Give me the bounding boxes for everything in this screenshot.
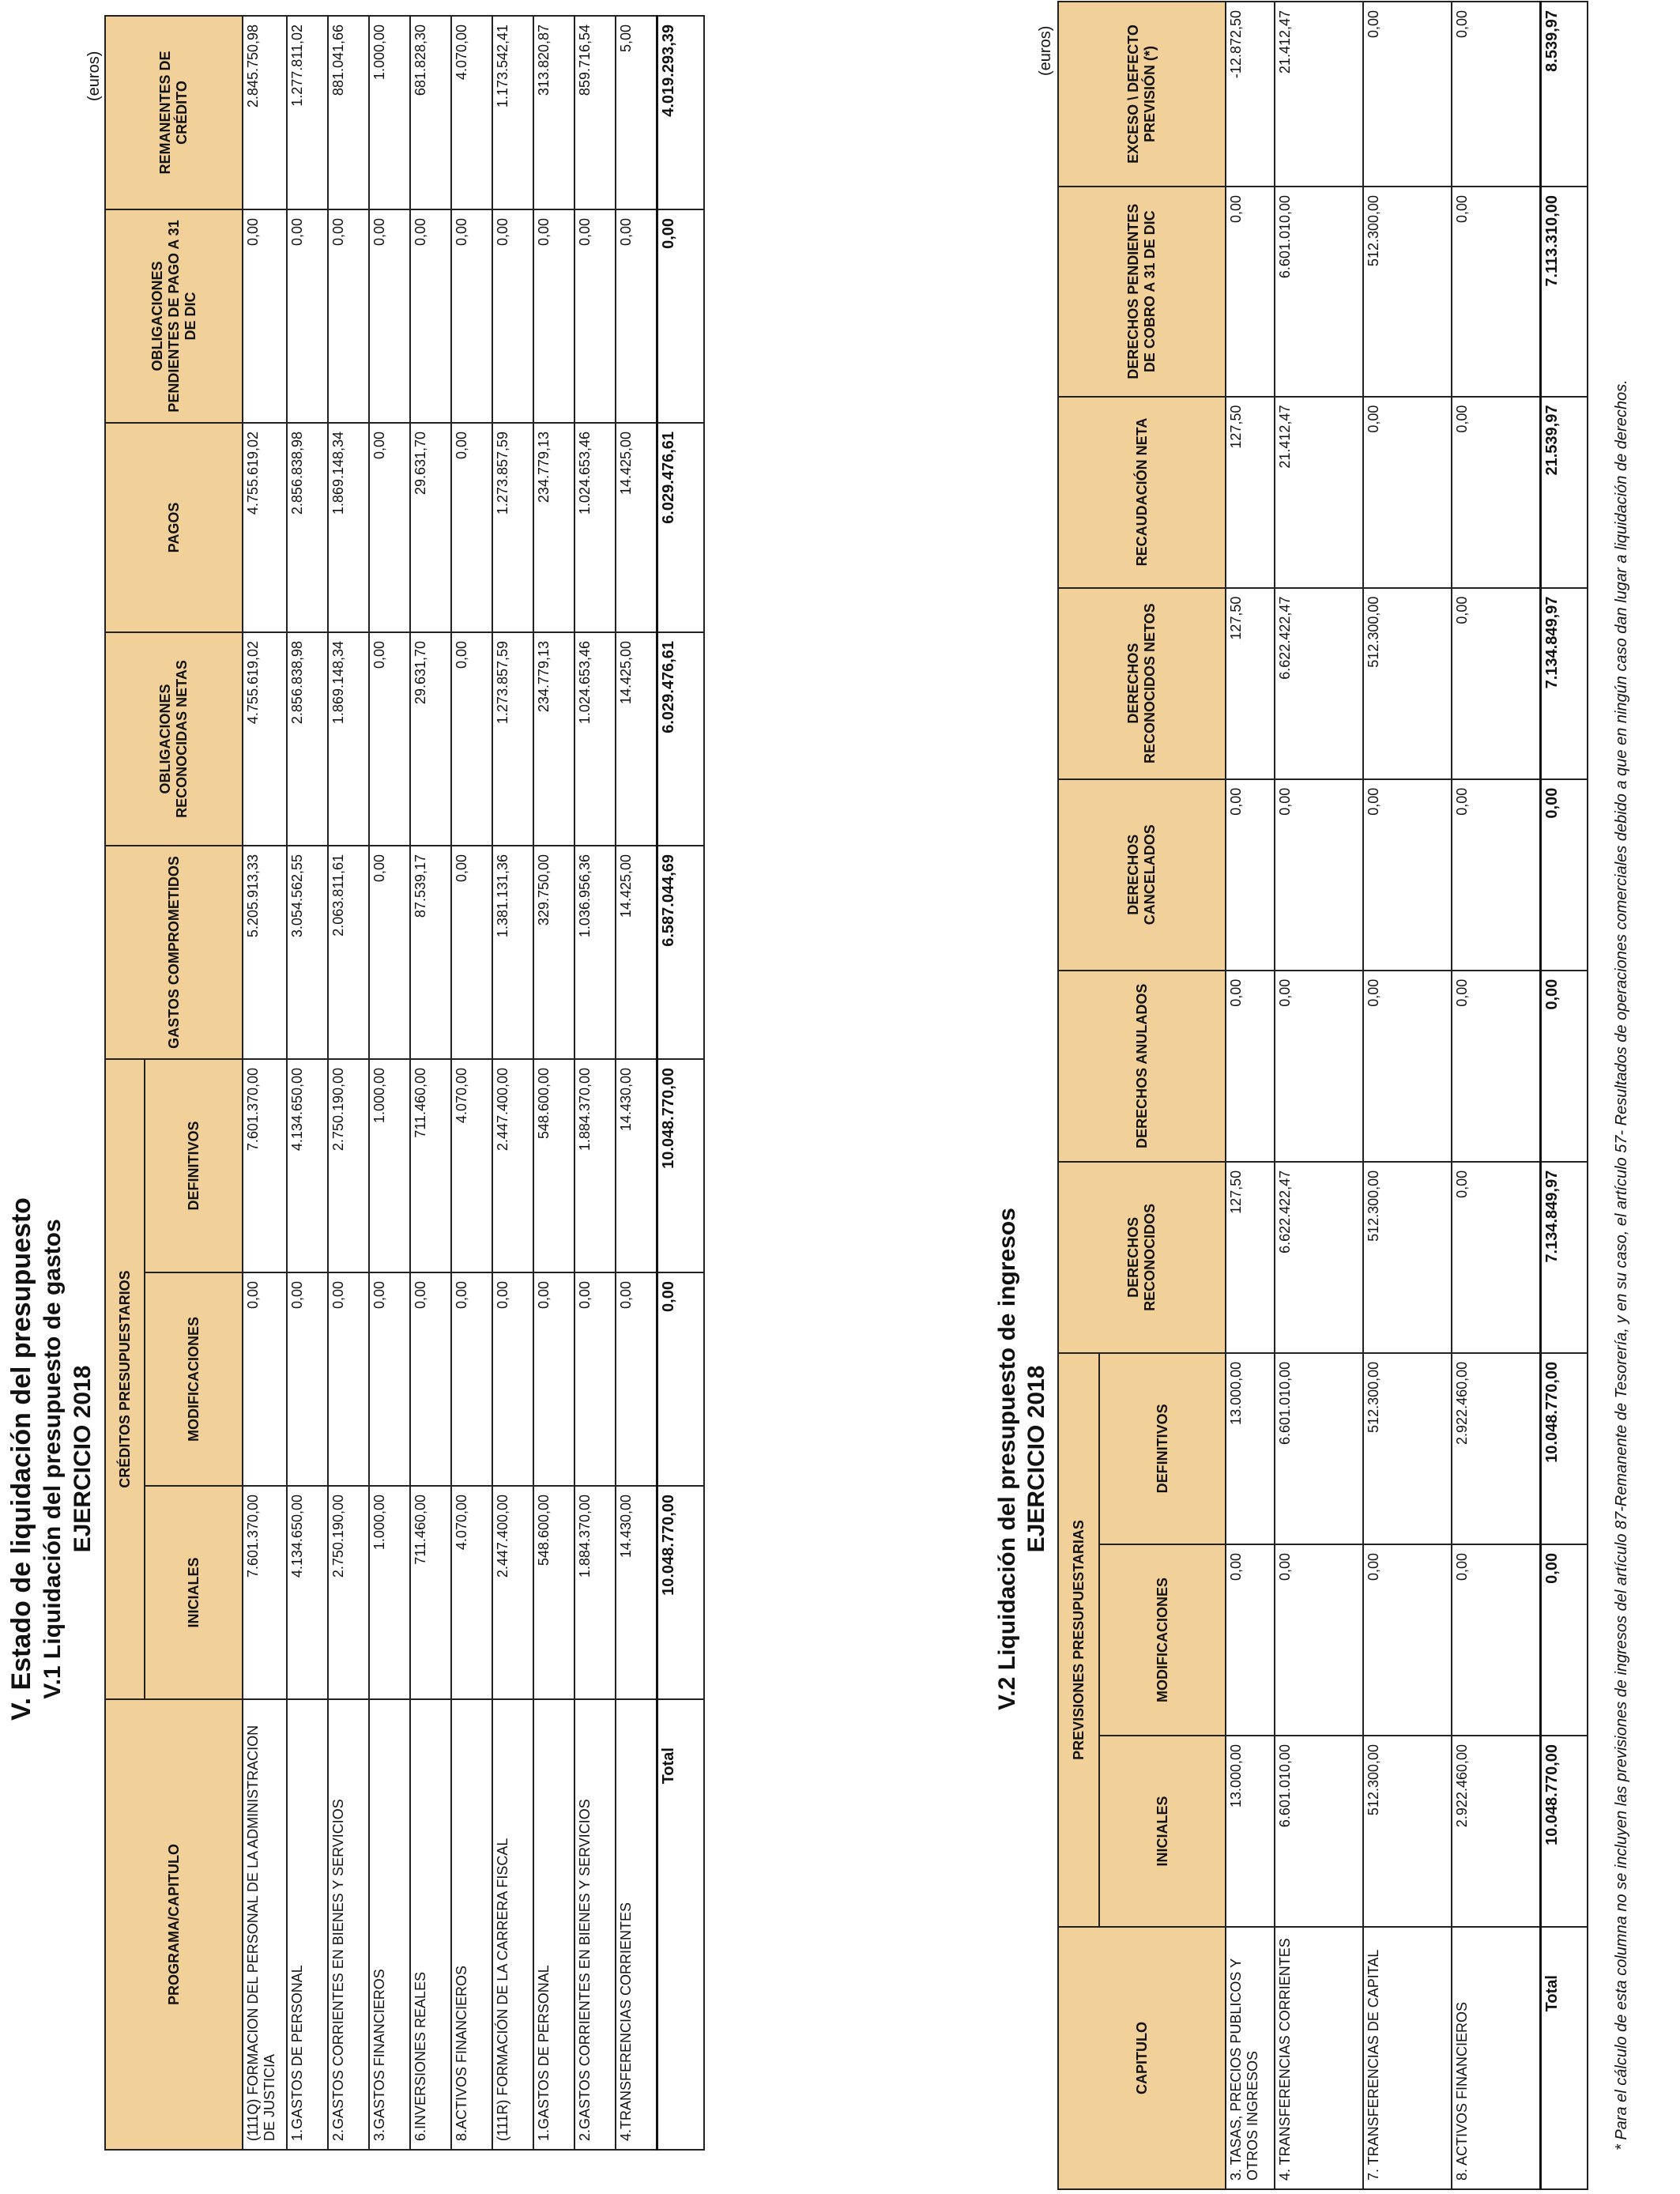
value-cell: 127,50: [1226, 397, 1275, 588]
col-header: EXCESO \ DEFECTO PREVISIÓN (*): [1058, 2, 1226, 187]
footnote: * Para el cálculo de esta columna no se incluyen las previsiones de ingresos del artículo 87-Remanente de Tesorería, y en su caso, el artículo 57- Resultados de operaciones comerciales debido a que en ningún caso dan lugar a liquidación de derechos.: [1613, 379, 1630, 2151]
value-cell: 5,00: [616, 16, 657, 209]
total-label: Total: [657, 1699, 704, 2150]
col-header: RECAUDACIÓN NETA: [1058, 397, 1226, 588]
value-cell: 0,00: [1540, 971, 1588, 1162]
value-cell: 1.173.542,41: [492, 16, 533, 209]
value-cell: 4.134.650,00: [287, 1059, 328, 1272]
value-cell: 1.277.811,02: [287, 16, 328, 209]
value-cell: 0,00: [1363, 1544, 1452, 1736]
value-cell: 0,00: [369, 423, 410, 632]
value-cell: 0,00: [369, 632, 410, 846]
value-cell: 0,00: [451, 209, 492, 423]
value-cell: 0,00: [492, 1272, 533, 1486]
value-cell: 329.750,00: [533, 846, 574, 1059]
ingresos-table: [1057, 1, 1588, 2190]
value-cell: 0,00: [1363, 779, 1452, 971]
row-label: 4. TRANSFERENCIAS CORRIENTES: [1275, 1927, 1363, 2189]
value-cell: 14.425,00: [616, 632, 657, 846]
col-header: INICIALES: [1099, 1736, 1226, 1927]
value-cell: 6.587.044,69: [657, 846, 704, 1059]
value-cell: 0,00: [451, 846, 492, 1059]
value-cell: 0,00: [243, 209, 287, 423]
col-header: DEFINITIVOS: [1099, 1353, 1226, 1544]
value-cell: 0,00: [1275, 971, 1363, 1162]
row-label: 7. TRANSFERENCIAS DE CAPITAL: [1363, 1927, 1452, 2189]
value-cell: 0,00: [451, 632, 492, 846]
table-row: [451, 16, 492, 2150]
row-label: 4.TRANSFERENCIAS CORRIENTES: [616, 1699, 657, 2150]
value-cell: 0,00: [1452, 1162, 1540, 1353]
row-label: 1.GASTOS DE PERSONAL: [287, 1699, 328, 2150]
main-title: V. Estado de liquidación del presupuesto: [6, 1197, 36, 1721]
value-cell: 1.273.857,59: [492, 423, 533, 632]
col-header: DEFINITIVOS: [145, 1059, 243, 1272]
value-cell: 0,00: [574, 209, 616, 423]
value-cell: 10.048.770,00: [657, 1059, 704, 1272]
value-cell: 0,00: [1363, 2, 1452, 187]
value-cell: 2.063.811,61: [328, 846, 369, 1059]
row-label: 3. TASAS, PRECIOS PUBLICOS Y OTROS INGRESOS: [1226, 1927, 1275, 2189]
value-cell: 0,00: [1275, 779, 1363, 971]
value-cell: 6.601.010,00: [1275, 187, 1363, 397]
col-header: DERECHOS RECONOCIDOS: [1058, 1162, 1226, 1353]
col-header: OBLIGACIONES PENDIENTES DE PAGO A 31 DE DIC: [105, 209, 243, 423]
value-cell: 859.716,54: [574, 16, 616, 209]
value-cell: 0,00: [369, 209, 410, 423]
value-cell: 0,00: [657, 1272, 704, 1486]
value-cell: 7.134.849,97: [1540, 1162, 1588, 1353]
value-cell: 313.820,87: [533, 16, 574, 209]
total-row: [657, 16, 704, 2150]
table-row: [492, 16, 533, 2150]
value-cell: 10.048.770,00: [1540, 1736, 1588, 1927]
value-cell: 0,00: [1226, 779, 1275, 971]
value-cell: 0,00: [328, 1272, 369, 1486]
value-cell: 4.755.619,02: [243, 423, 287, 632]
value-cell: 2.750.190,00: [328, 1059, 369, 1272]
col-header: PAGOS: [105, 423, 243, 632]
value-cell: 711.460,00: [410, 1059, 451, 1272]
value-cell: 0,00: [1226, 187, 1275, 397]
value-cell: 711.460,00: [410, 1486, 451, 1699]
value-cell: 4.070,00: [451, 16, 492, 209]
value-cell: 21.412,47: [1275, 2, 1363, 187]
value-cell: 13.000,00: [1226, 1736, 1275, 1927]
value-cell: 6.601.010,00: [1275, 1736, 1363, 1927]
value-cell: 7.601.370,00: [243, 1059, 287, 1272]
value-cell: 8.539,97: [1540, 2, 1588, 187]
value-cell: 7.113.310,00: [1540, 187, 1588, 397]
value-cell: 0,00: [1452, 1544, 1540, 1736]
value-cell: 87.539,17: [410, 846, 451, 1059]
value-cell: 512.300,00: [1363, 1736, 1452, 1927]
value-cell: 4.070,00: [451, 1059, 492, 1272]
col-header: GASTOS COMPROMETIDOS: [105, 846, 243, 1059]
value-cell: 512.300,00: [1363, 1162, 1452, 1353]
gastos-table: [104, 15, 705, 2151]
col-header: DERECHOS ANULADOS: [1058, 971, 1226, 1162]
value-cell: 0,00: [328, 209, 369, 423]
col-header: MODIFICACIONES: [1099, 1544, 1226, 1736]
table-row: [369, 16, 410, 2150]
value-cell: 7.601.370,00: [243, 1486, 287, 1699]
row-label: 1.GASTOS DE PERSONAL: [533, 1699, 574, 2150]
table-row: [1275, 2, 1363, 2189]
v1-title: V.1 Liquidación del presupuesto de gastos: [40, 1219, 66, 1699]
value-cell: 1.869.148,34: [328, 423, 369, 632]
value-cell: 5.205.913,33: [243, 846, 287, 1059]
total-label: Total: [1540, 1927, 1588, 2189]
row-label: 2.GASTOS CORRIENTES EN BIENES Y SERVICIOS: [574, 1699, 616, 2150]
v2-year: EJERCICIO 2018: [1023, 1365, 1049, 1553]
value-cell: 0,00: [616, 1272, 657, 1486]
value-cell: 548.600,00: [533, 1486, 574, 1699]
value-cell: 0,00: [1275, 1544, 1363, 1736]
table-row: [616, 16, 657, 2150]
value-cell: 0,00: [1363, 971, 1452, 1162]
value-cell: 6.029.476,61: [657, 423, 704, 632]
table-row: [1226, 2, 1275, 2189]
value-cell: 2.856.838,98: [287, 423, 328, 632]
value-cell: 0,00: [1363, 397, 1452, 588]
table-row: [1452, 2, 1540, 2189]
value-cell: 1.381.131,36: [492, 846, 533, 1059]
value-cell: 14.430,00: [616, 1059, 657, 1272]
row-label: 3.GASTOS FINANCIEROS: [369, 1699, 410, 2150]
col-header: DERECHOS CANCELADOS: [1058, 779, 1226, 971]
value-cell: 127,50: [1226, 1162, 1275, 1353]
row-label: (111Q) FORMACION DEL PERSONAL DE LA ADMINISTRACION DE JUSTICIA: [243, 1699, 287, 2150]
group-header: PREVISIONES PRESUPUESTARIAS: [1058, 1353, 1099, 1927]
value-cell: 4.134.650,00: [287, 1486, 328, 1699]
row-label: 8. ACTIVOS FINANCIEROS: [1452, 1927, 1540, 2189]
value-cell: 0,00: [1226, 1544, 1275, 1736]
value-cell: 512.300,00: [1363, 1353, 1452, 1544]
value-cell: 0,00: [657, 209, 704, 423]
value-cell: 1.036.956,36: [574, 846, 616, 1059]
col-header: DERECHOS RECONOCIDOS NETOS: [1058, 588, 1226, 779]
value-cell: 0,00: [616, 209, 657, 423]
value-cell: 2.845.750,98: [243, 16, 287, 209]
col-header: DERECHOS PENDIENTES DE COBRO A 31 DE DIC: [1058, 187, 1226, 397]
value-cell: 0,00: [533, 1272, 574, 1486]
table-row: [533, 16, 574, 2150]
value-cell: 7.134.849,97: [1540, 588, 1588, 779]
table-row: [1363, 2, 1452, 2189]
value-cell: 0,00: [1452, 971, 1540, 1162]
value-cell: 4.070,00: [451, 1486, 492, 1699]
value-cell: 0,00: [1452, 397, 1540, 588]
value-cell: 13.000,00: [1226, 1353, 1275, 1544]
value-cell: 4.755.619,02: [243, 632, 287, 846]
value-cell: 1.273.857,59: [492, 632, 533, 846]
value-cell: 21.412,47: [1275, 397, 1363, 588]
value-cell: 10.048.770,00: [1540, 1353, 1588, 1544]
group-header: CRÉDITOS PRESUPUESTARIOS: [105, 1059, 145, 1699]
value-cell: 1.000,00: [369, 1059, 410, 1272]
value-cell: 21.539,97: [1540, 397, 1588, 588]
value-cell: 2.922.460,00: [1452, 1353, 1540, 1544]
value-cell: 1.024.653,46: [574, 632, 616, 846]
row-label: 8.ACTIVOS FINANCIEROS: [451, 1699, 492, 2150]
value-cell: 234.779,13: [533, 423, 574, 632]
value-cell: 2.750.190,00: [328, 1486, 369, 1699]
row-label: 2.GASTOS CORRIENTES EN BIENES Y SERVICIOS: [328, 1699, 369, 2150]
value-cell: 512.300,00: [1363, 187, 1452, 397]
value-cell: 2.922.460,00: [1452, 1736, 1540, 1927]
value-cell: 14.425,00: [616, 846, 657, 1059]
v1-year: EJERCICIO 2018: [70, 1365, 96, 1553]
value-cell: 2.447.400,00: [492, 1486, 533, 1699]
value-cell: 2.447.400,00: [492, 1059, 533, 1272]
value-cell: 29.631,70: [410, 423, 451, 632]
col-header: OBLIGACIONES RECONOCIDAS NETAS: [105, 632, 243, 846]
value-cell: 0,00: [410, 1272, 451, 1486]
table-row: [410, 16, 451, 2150]
col-header: PROGRAMA/CAPITULO: [105, 1699, 243, 2150]
value-cell: 0,00: [1540, 779, 1588, 971]
table-row: [287, 16, 328, 2150]
value-cell: 14.430,00: [616, 1486, 657, 1699]
value-cell: 0,00: [410, 209, 451, 423]
value-cell: 1.884.370,00: [574, 1486, 616, 1699]
col-header: REMANENTES DE CRÉDITO: [105, 16, 243, 209]
value-cell: 0,00: [1226, 971, 1275, 1162]
col-header: INICIALES: [145, 1486, 243, 1699]
value-cell: 0,00: [243, 1272, 287, 1486]
value-cell: 2.856.838,98: [287, 632, 328, 846]
value-cell: 0,00: [492, 209, 533, 423]
value-cell: 0,00: [451, 423, 492, 632]
value-cell: 0,00: [369, 1272, 410, 1486]
total-row: [1540, 2, 1588, 2189]
row-label: 6.INVERSIONES REALES: [410, 1699, 451, 2150]
value-cell: 0,00: [574, 1272, 616, 1486]
value-cell: 1.024.653,46: [574, 423, 616, 632]
value-cell: 0,00: [533, 209, 574, 423]
value-cell: 0,00: [451, 1272, 492, 1486]
col-header: CAPITULO: [1058, 1927, 1226, 2189]
value-cell: 681.828,30: [410, 16, 451, 209]
value-cell: 29.631,70: [410, 632, 451, 846]
value-cell: 6.601.010,00: [1275, 1353, 1363, 1544]
value-cell: 881.041,66: [328, 16, 369, 209]
value-cell: -12.872,50: [1226, 2, 1275, 187]
value-cell: 0,00: [1452, 779, 1540, 971]
unit-label: (euros): [1037, 25, 1054, 76]
value-cell: 0,00: [369, 846, 410, 1059]
table-row: [328, 16, 369, 2150]
row-label: (111R) FORMACIÓN DE LA CARRERA FISCAL: [492, 1699, 533, 2150]
value-cell: 1.869.148,34: [328, 632, 369, 846]
value-cell: 6.622.422,47: [1275, 1162, 1363, 1353]
value-cell: 127,50: [1226, 588, 1275, 779]
value-cell: 512.300,00: [1363, 588, 1452, 779]
value-cell: 1.000,00: [369, 16, 410, 209]
v2-title: V.2 Liquidación del presupuesto de ingresos: [994, 1208, 1020, 1710]
value-cell: 1.000,00: [369, 1486, 410, 1699]
value-cell: 0,00: [1452, 2, 1540, 187]
value-cell: 0,00: [1540, 1544, 1588, 1736]
table-row: [574, 16, 616, 2150]
value-cell: 14.425,00: [616, 423, 657, 632]
value-cell: 3.054.562,55: [287, 846, 328, 1059]
value-cell: 1.884.370,00: [574, 1059, 616, 1272]
table-row: [243, 16, 287, 2150]
unit-label: (euros): [85, 51, 103, 101]
value-cell: 6.622.422,47: [1275, 588, 1363, 779]
value-cell: 4.019.293,39: [657, 16, 704, 209]
value-cell: 0,00: [287, 1272, 328, 1486]
col-header: MODIFICACIONES: [145, 1272, 243, 1486]
value-cell: 0,00: [287, 209, 328, 423]
value-cell: 0,00: [1452, 588, 1540, 779]
value-cell: 6.029.476,61: [657, 632, 704, 846]
value-cell: 0,00: [1452, 187, 1540, 397]
value-cell: 548.600,00: [533, 1059, 574, 1272]
value-cell: 234.779,13: [533, 632, 574, 846]
value-cell: 10.048.770,00: [657, 1486, 704, 1699]
